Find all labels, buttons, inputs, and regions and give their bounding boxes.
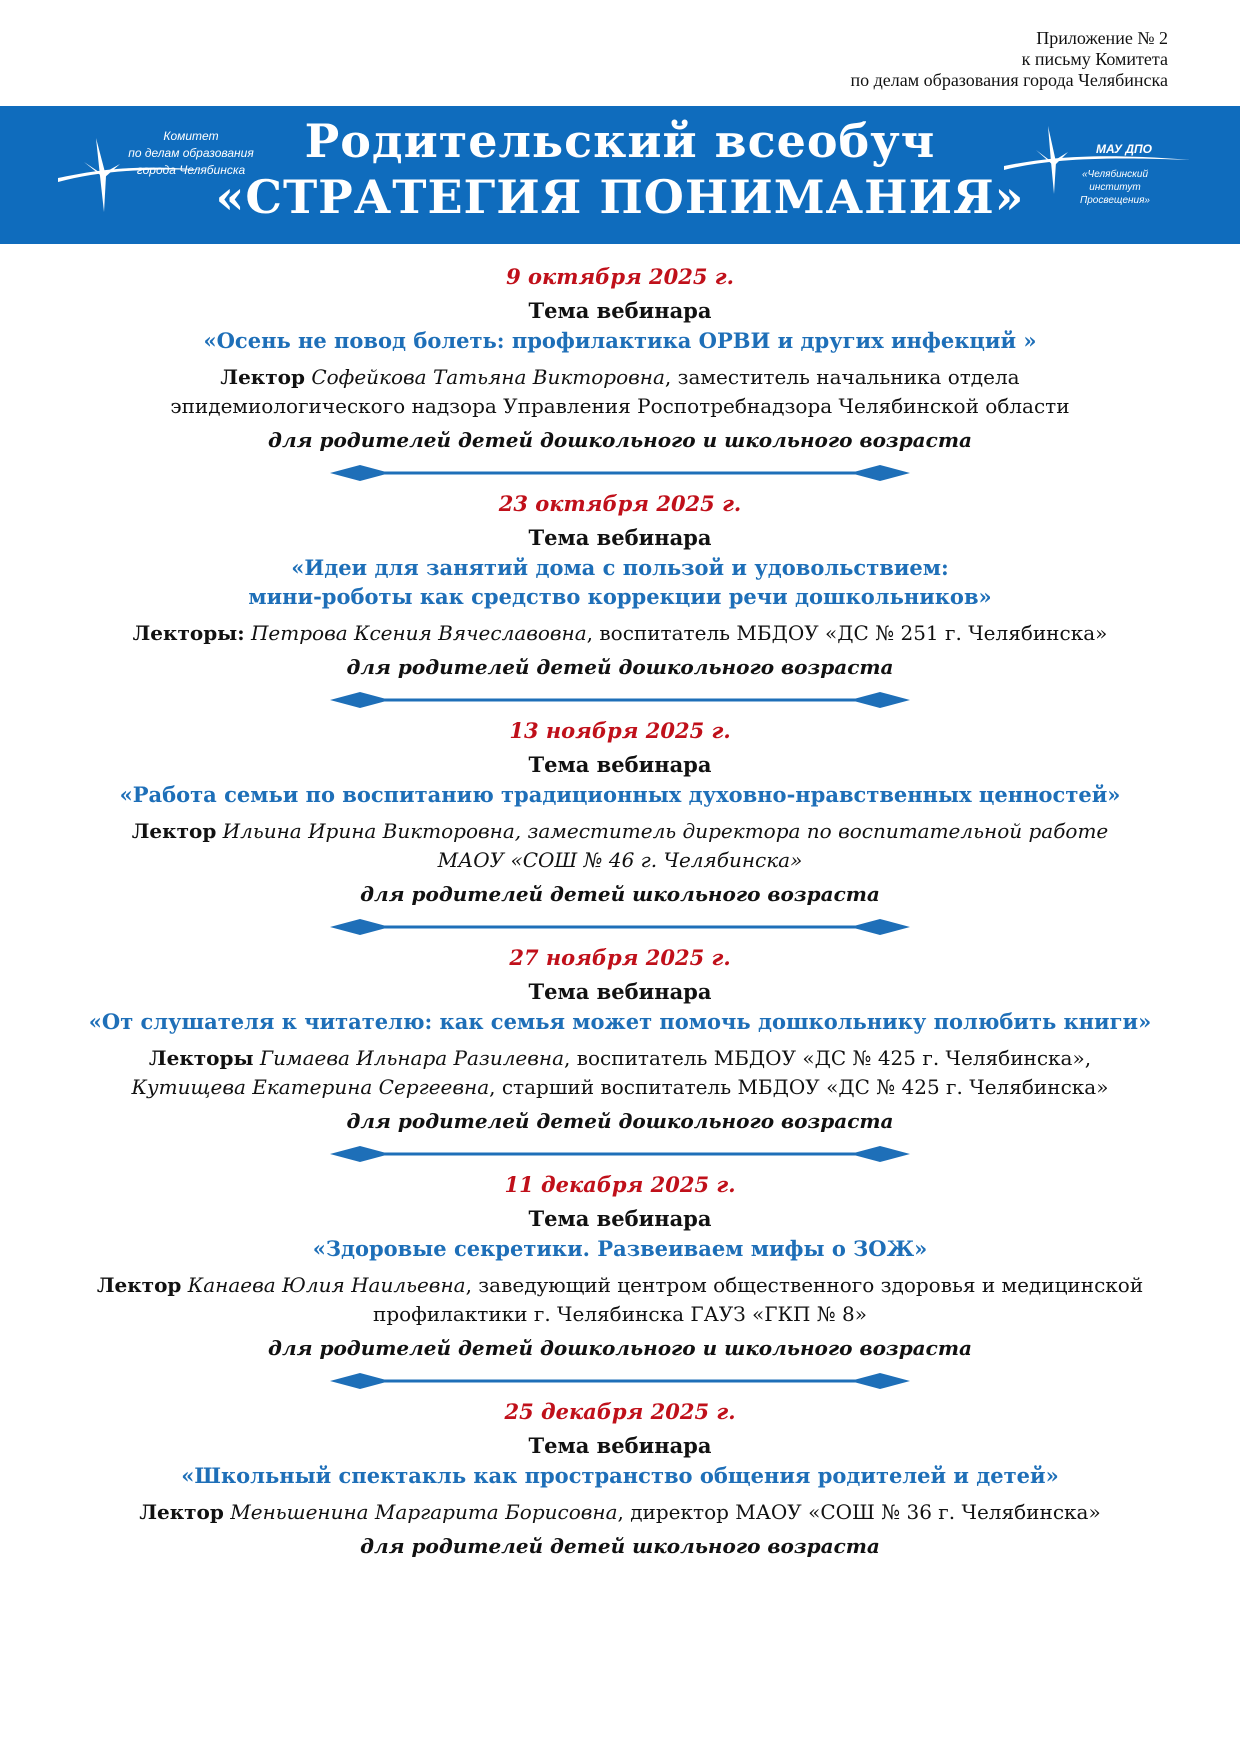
lecturer-position: , старший воспитатель МБДОУ «ДС № 425 г. Челябинска» xyxy=(489,1075,1109,1099)
lecturer-line xyxy=(40,846,1200,875)
lecturer-line xyxy=(40,1044,1200,1073)
event-lecturer xyxy=(40,619,1200,648)
lecturer-position: , заведующий центром общественного здоровья и медицинской xyxy=(465,1273,1144,1297)
lecturer-label: Лектор xyxy=(131,819,217,843)
event-topic: «Осень не повод болеть: профилактика ОРВИ и других инфекций » xyxy=(203,328,1037,353)
section-divider-icon xyxy=(330,1144,910,1164)
appendix-line: по делам образования города Челябинска xyxy=(850,70,1168,90)
logo-text-line: Просвещения» xyxy=(1080,195,1150,206)
event-lecturer xyxy=(40,1271,1200,1329)
topic-label: Тема вебинара xyxy=(528,1433,712,1458)
lecturer-position: , директор МАОУ «СОШ № 36 г. Челябинска» xyxy=(617,1500,1101,1524)
webinar-event xyxy=(40,489,1200,710)
lecturer-name: Канаева Юлия Наильевна xyxy=(187,1273,466,1297)
institute-logo xyxy=(1004,120,1204,220)
lecturer-line xyxy=(40,619,1200,648)
event-topic: мини-роботы как средство коррекции речи дошкольников» xyxy=(248,584,992,609)
logo-text-line: города Челябинска xyxy=(136,163,246,177)
webinar-event xyxy=(40,262,1200,483)
lecturer-line xyxy=(40,1271,1200,1300)
lecturer-name: Кутищева Екатерина Сергеевна xyxy=(131,1075,490,1099)
lecturer-position: , воспитатель МБДОУ «ДС № 251 г. Челябинска» xyxy=(586,621,1108,645)
topic-label: Тема вебинара xyxy=(528,525,712,550)
event-topic: «Работа семьи по воспитанию традиционных духовно-нравственных ценностей» xyxy=(119,782,1121,807)
event-date: 25 декабря 2025 г. xyxy=(504,1399,736,1424)
webinar-event xyxy=(40,1170,1200,1391)
logo-abbr: МАУ ДПО xyxy=(1096,142,1152,156)
event-audience: для родителей детей дошкольного возраста xyxy=(346,1109,894,1133)
banner-title-line1: Родительский всеобуч xyxy=(304,114,936,168)
event-date: 11 декабря 2025 г. xyxy=(504,1172,736,1197)
lecturer-line xyxy=(40,817,1200,846)
lecturer-name: Ильина Ирина Викторовна, заместитель директора по воспитательной работе xyxy=(222,819,1109,843)
lecturer-name: Гимаева Ильнара Разилевна xyxy=(259,1046,565,1070)
event-audience: для родителей детей школьного возраста xyxy=(360,882,880,906)
event-lecturer xyxy=(40,1498,1200,1527)
event-lecturer xyxy=(40,1044,1200,1102)
topic-label: Тема вебинара xyxy=(528,298,712,323)
appendix-line: Приложение № 2 xyxy=(1036,28,1168,48)
event-topic: «Здоровые секретики. Развеиваем мифы о ЗОЖ» xyxy=(312,1236,928,1261)
appendix-note xyxy=(851,28,1168,91)
event-audience: для родителей детей школьного возраста xyxy=(360,1534,880,1558)
logo-text-line: Комитет xyxy=(163,129,219,143)
section-divider-icon xyxy=(330,917,910,937)
event-topic: «Школьный спектакль как пространство общения родителей и детей» xyxy=(181,1463,1059,1488)
lecturer-label: Лектор xyxy=(139,1500,224,1524)
lecturer-line xyxy=(40,1498,1200,1527)
topic-label: Тема вебинара xyxy=(528,979,712,1004)
banner-title-line2: «СТРАТЕГИЯ ПОНИМАНИЯ» xyxy=(215,170,1025,224)
lecturer-name: Меньшенина Маргарита Борисовна xyxy=(230,1500,618,1524)
event-date: 9 октября 2025 г. xyxy=(506,264,734,289)
event-topic: «От слушателя к читателю: как семья может помочь дошкольнику полюбить книги» xyxy=(88,1009,1152,1034)
lecturer-label: Лекторы: xyxy=(132,621,245,645)
lecturer-line xyxy=(40,1300,1200,1329)
lecturer-line xyxy=(40,392,1200,421)
section-divider-icon xyxy=(330,690,910,710)
lecturer-label: Лекторы xyxy=(148,1046,254,1070)
lecturer-position: профилактики г. Челябинска ГАУЗ «ГКП № 8» xyxy=(372,1302,868,1326)
lecturer-name: Петрова Ксения Вячеславовна xyxy=(250,621,587,645)
webinar-event xyxy=(40,943,1200,1164)
lecturer-position: , воспитатель МБДОУ «ДС № 425 г. Челябинска», xyxy=(564,1046,1092,1070)
event-audience: для родителей детей дошкольного возраста xyxy=(346,655,894,679)
header-banner xyxy=(0,106,1240,244)
section-divider-icon xyxy=(330,463,910,483)
topic-label: Тема вебинара xyxy=(528,1206,712,1231)
lecturer-position: эпидемиологического надзора Управления Роспотребнадзора Челябинской области xyxy=(170,394,1070,418)
lecturer-position: , заместитель начальника отдела xyxy=(664,365,1020,389)
topic-label: Тема вебинара xyxy=(528,752,712,777)
logo-text-line: «Челябинский институт xyxy=(1081,169,1149,193)
event-topic: «Идеи для занятий дома с пользой и удовольствием: xyxy=(291,555,949,580)
event-date: 27 ноября 2025 г. xyxy=(509,945,731,970)
lecturer-line xyxy=(40,363,1200,392)
lecturer-label: Лектор xyxy=(220,365,305,389)
event-date: 23 октября 2025 г. xyxy=(498,491,742,516)
webinar-event xyxy=(40,1397,1200,1561)
logo-text-line: по делам образования xyxy=(128,146,254,160)
event-audience: для родителей детей дошкольного и школьного возраста xyxy=(268,428,972,452)
appendix-line: к письму Комитета xyxy=(1021,49,1168,69)
event-audience: для родителей детей дошкольного и школьного возраста xyxy=(268,1336,972,1360)
event-lecturer xyxy=(40,363,1200,421)
lecturer-line xyxy=(40,1073,1200,1102)
webinar-schedule xyxy=(40,262,1200,1561)
lecturer-label: Лектор xyxy=(96,1273,182,1297)
section-divider-icon xyxy=(330,1371,910,1391)
lecturer-name: МАОУ «СОШ № 46 г. Челябинска» xyxy=(437,848,803,872)
lecturer-name: Софейкова Татьяна Викторовна xyxy=(311,365,665,389)
event-date: 13 ноября 2025 г. xyxy=(509,718,731,743)
event-lecturer xyxy=(40,817,1200,875)
webinar-event xyxy=(40,716,1200,937)
